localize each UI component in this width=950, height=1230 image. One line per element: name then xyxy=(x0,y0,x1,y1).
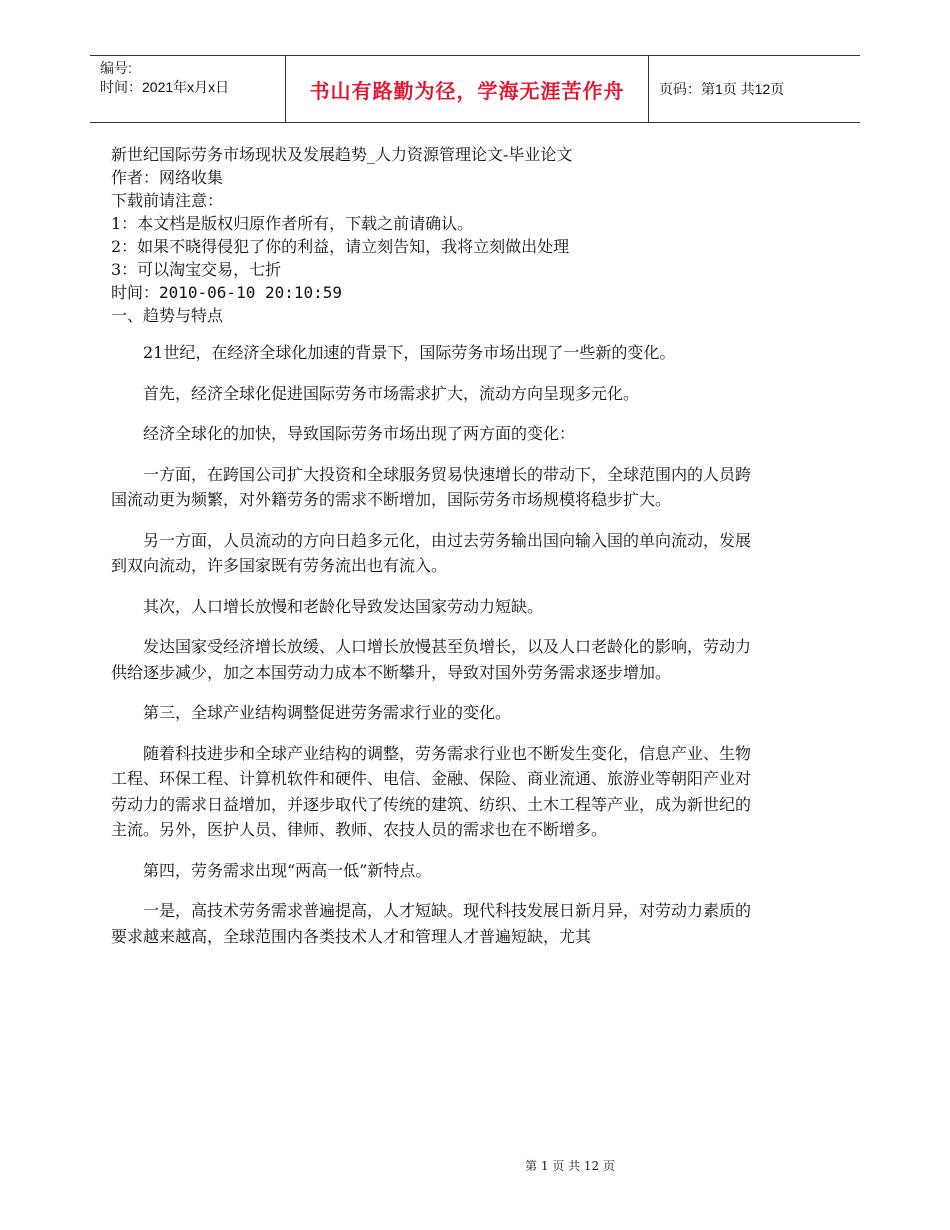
time-label: 时间：2021年x月x日 xyxy=(100,79,230,95)
paragraph: 发达国家受经济增长放缓、人口增长放慢甚至负增长，以及人口老龄化的影响，劳动力供给逐步减少，加之本国劳动力成本不断攀升，导致对国外劳务需求逐步增加。 xyxy=(111,637,752,682)
paragraph: 首先，经济全球化促进国际劳务市场需求扩大，流动方向呈现多元化。 xyxy=(143,383,640,403)
paragraph: 另一方面，人员流动的方向日趋多元化，由过去劳务输出国向输入国的单向流动，发展到双向流动，许多国家既有劳务流出也有流入。 xyxy=(111,530,752,575)
page-label: 页码：第1页 共12页 xyxy=(659,81,785,97)
footer-page-number: 第 1 页 共 12 页 xyxy=(525,1159,615,1173)
paragraph-list xyxy=(111,340,766,949)
paragraph: 21世纪，在经济全球化加速的背景下，国际劳务市场出现了一些新的变化。 xyxy=(143,343,676,362)
header-page-cell xyxy=(647,56,860,122)
document-meta xyxy=(111,143,766,327)
page-footer xyxy=(0,1157,950,1174)
paragraph: 经济全球化的加快，导致国际劳务市场出现了两方面的变化： xyxy=(143,424,576,443)
notice-item: 2：如果不晓得侵犯了你的利益，请立刻告知，我将立刻做出处理 xyxy=(111,237,570,256)
paragraph: 第四，劳务需求出现“两高一低”新特点。 xyxy=(143,860,432,880)
notice-item: 3：可以淘宝交易，七折 xyxy=(111,260,282,279)
notice-heading: 下载前请注意： xyxy=(111,191,224,210)
author-line: 作者：网络收集 xyxy=(111,168,224,187)
paragraph: 一方面，在跨国公司扩大投资和全球服务贸易快速增长的带动下，全球范围内的人员跨国流动更为频繁，对外籍劳务的需求不断增加，国际劳务市场规模将稳步扩大。 xyxy=(111,464,752,509)
paragraph: 第三，全球产业结构调整促进劳务需求行业的变化。 xyxy=(143,703,512,722)
notice-item: 1：本文档是版权归原作者所有，下载之前请确认。 xyxy=(111,214,474,233)
publish-time: 时间：2010-06-10 20:10:59 xyxy=(111,283,343,302)
code-label: 编号: xyxy=(100,60,132,76)
paragraph: 随着科技进步和全球产业结构的调整，劳务需求行业也不断发生变化，信息产业、生物工程、环保工程、计算机软件和硬件、电信、金融、保险、商业流通、旅游业等朝阳产业对劳动力的需求日益增加，并逐步取代了传统的建筑、纺织、土木工程等产业，成为新世纪的主流。另外，医护人员、律师、教师、农技人员的需求也在不断增多。 xyxy=(111,743,752,839)
document-title: 新世纪国际劳务市场现状及发展趋势_人力资源管理论文-毕业论文 xyxy=(111,145,573,164)
paragraph: 其次，人口增长放慢和老龄化导致发达国家劳动力短缺。 xyxy=(143,596,544,616)
section-heading: 一、趋势与特点 xyxy=(111,306,224,325)
header-motto-cell xyxy=(285,56,649,122)
motto-text: 书山有路勤为径，学海无涯苦作舟 xyxy=(309,78,625,103)
page-header xyxy=(90,55,860,123)
header-info xyxy=(90,56,285,122)
document-body xyxy=(111,143,766,964)
paragraph: 一是，高技术劳务需求普遍提高，人才短缺。现代科技发展日新月异，对劳动力素质的要求越来越高，全球范围内各类技术人才和管理人才普遍短缺，尤其 xyxy=(111,901,752,946)
